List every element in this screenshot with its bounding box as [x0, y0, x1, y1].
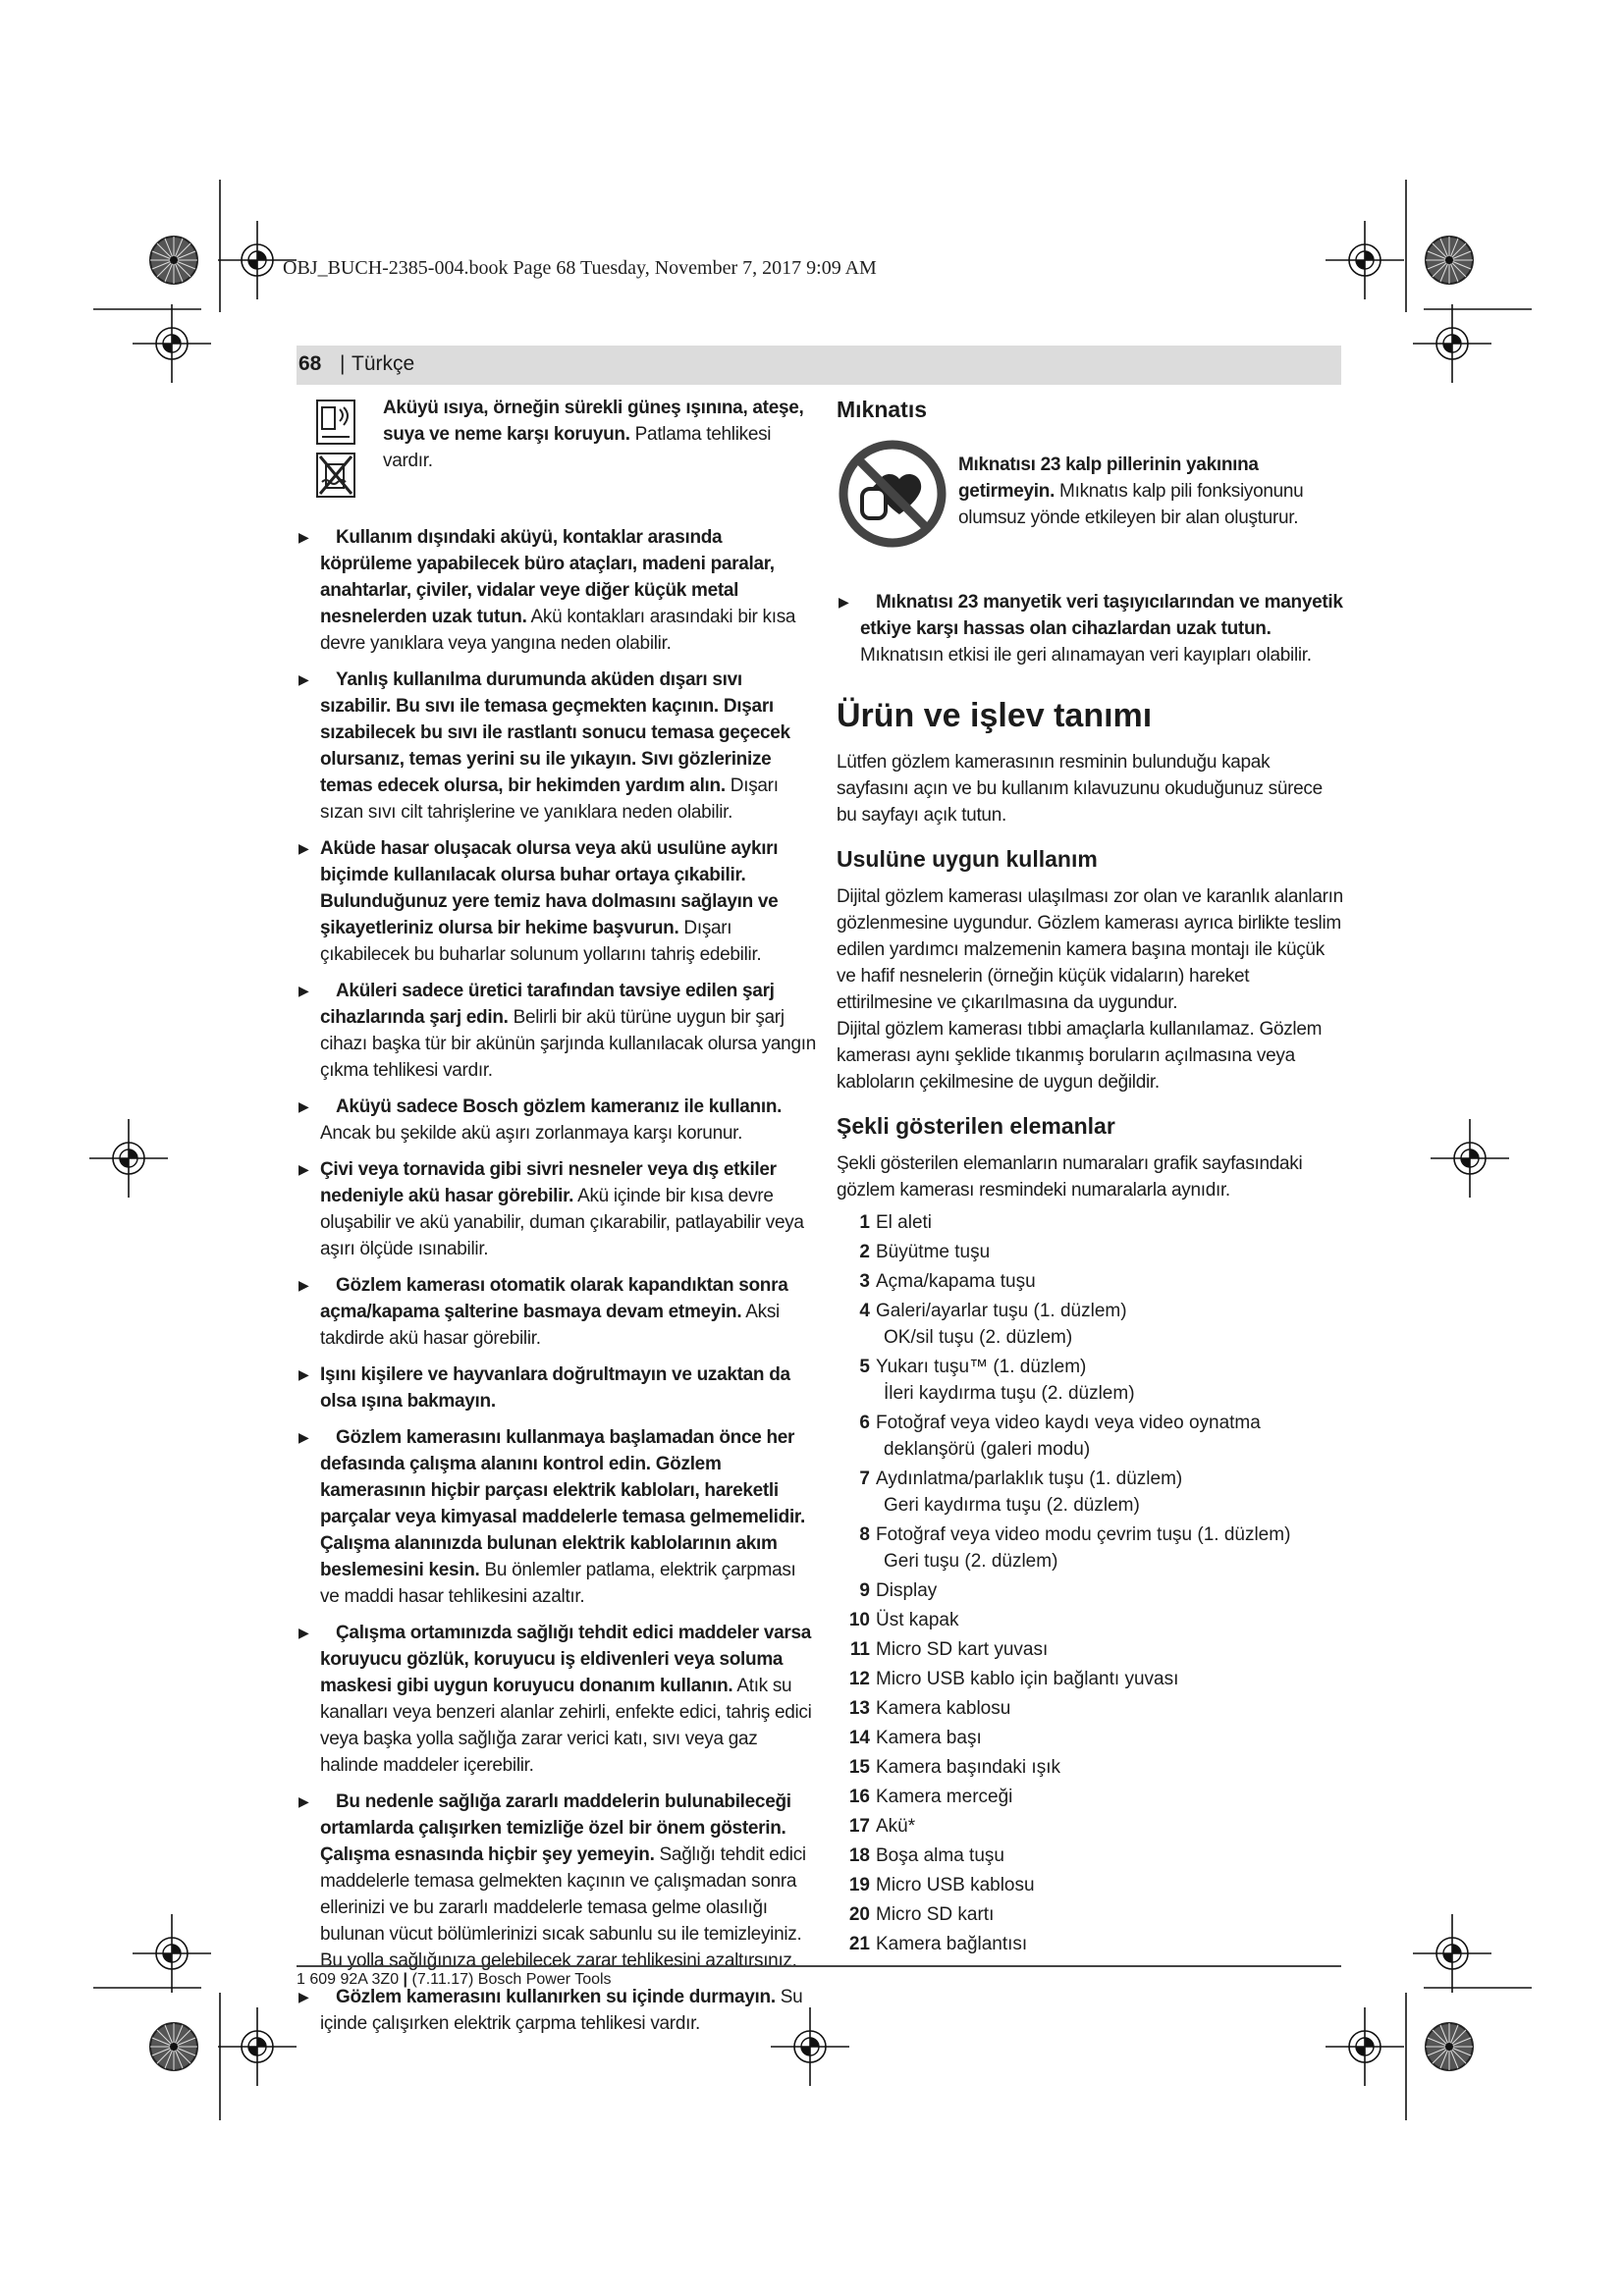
page-language: Türkçe: [352, 352, 415, 375]
list-item: 14 Kamera başı: [848, 1728, 982, 1748]
section-intro: Lütfen gözlem kamerasının resminin bulunduğu kapak sayfasını açın ve bu kullanım kılavuzunu okuduğunuz sürece bu sayfayı açık tutun.: [837, 752, 1323, 826]
battery-heat-warning-text: Aküyü ısıya, örneğin sürekli güneş ışınına, ateşe, suya ve neme karşı koruyun. Patlama tehlikesi vardır.: [383, 398, 804, 471]
safety-bullet: ▶ Gözlem kamerasını kullanmaya başlamadan önce her defasında çalışma alanını kontrol edin. Gözlem kamerasının hiçbir parçası elektrik kabloları, hareketli parçalar veya kimyasal maddelerle temasa gelmemelidir. Çalışma alanınızda bulunan elektrik kablolarının akım beslemesini kesin. Bu önlemler patlama, elektrik çarpması ve maddi hasar tehlikesini azaltır.: [297, 1424, 817, 1610]
magnet-warning-text: Mıknatısı 23 kalp pillerinin yakınına getirmeyin. Mıknatıs kalp pili fonksiyonunu olumsuz yönde etkileyen bir alan oluşturur.: [958, 454, 1304, 528]
components-list: [837, 1209, 1343, 1957]
safety-bullet: ▶ Gözlem kamerası otomatik olarak kapandıktan sonra açma/kapama şalterine basmaya devam etmeyin. Aksi takdirde akü hasar görebilir.: [297, 1272, 817, 1352]
list-item: 3 Açma/kapama tuşu: [859, 1271, 1036, 1292]
bullet-arrow-icon: ▶: [298, 840, 309, 856]
bullet-arrow-icon: ▶: [298, 1098, 309, 1114]
list-item: 9 Display: [859, 1580, 938, 1601]
safety-bullet: ▶ Bu nedenle sağlığa zararlı maddelerin bulunabileceği ortamlarda çalışırken temizliğe özel bir önem gösterin. Çalışma esnasında hiçbir şey yemeyin. Sağlığı tehdit edici maddelerle temasa gelmekten kaçının ve çalışmadan sonra ellerinizi ve bu zararlı maddelerle temasa gelme olasılığı bulunan vücut bölümlerinizi sıcak sabunlu su ile temizleyiniz. Bu yolla sağlığınıza gelebilecek zarar tehlikesini azaltırsınız.: [297, 1789, 817, 1974]
section-title: Ürün ve işlev tanımı: [837, 697, 1153, 734]
bullet-arrow-icon: ▶: [298, 1161, 309, 1177]
bullet-arrow-icon: ▶: [298, 529, 309, 545]
magnet-bullet: ▶ Mıknatısı 23 manyetik veri taşıyıcılarından ve manyetik etkiye karşı hassas olan cihazlardan uzak tutun. Mıknatısın etkisi ile geri alınamayan veri kayıpları olabilir.: [837, 589, 1343, 668]
footer-separator: |: [403, 1971, 408, 1988]
heat-sun-icon: [316, 400, 355, 445]
magnet-warning: [837, 434, 1343, 581]
list-item: 12 Micro USB kablo için bağlantı yuvası: [848, 1669, 1179, 1689]
footer-info: (7.11.17) Bosch Power Tools: [411, 1971, 612, 1988]
page-header-band: [297, 346, 1341, 385]
intended-use-text: Dijital gözlem kamerası ulaşılması zor olan ve karanlık alanların gözlenmesine uygundur. Gözlem kamerası ayrıca birlikte teslim edilen yardımcı malzemenin kamera başına montajı ile küçük ve hafif nesnelerin (örneğin küçük vidaların) hareket ettirilmesine ve çıkarılmasına da uygundur.: [837, 886, 1343, 1013]
safety-bullet: ▶ Aküde hasar oluşacak olursa veya akü usulüne aykırı biçimde kullanılacak olursa buhar ortaya çıkabilir. Bulunduğunuz yere temiz hava dolmasını sağlayın ve şikayetleriniz olursa bir hekime başvurun. Dışarı çıkabilecek bu buharlar solunum yollarını tahriş edebilir.: [297, 835, 817, 968]
page-number: 68: [298, 352, 322, 375]
list-item: 8 Fotoğraf veya video modu çevrim tuşu (1. düzlem) Geri tuşu (2. düzlem): [859, 1524, 1291, 1572]
safety-bullet: ▶ Çalışma ortamınızda sağlığı tehdit edici maddeler varsa koruyucu gözlük, koruyucu iş eldivenleri veya soluma maskesi gibi uygun koruyucu donanım kullanın. Atık su kanalları veya benzeri alanlar zehirli, enfekte edici, tahriş edici veya başka yolla sağlığa zarar verici katı, sıvı veya gaz halinde maddeler içerebilir.: [297, 1620, 817, 1779]
bullet-arrow-icon: ▶: [298, 1989, 309, 2004]
components-intro: Şekli gösterilen elemanların numaraları grafik sayfasındaki gözlem kamerası resmindeki numaralarla aynıdır.: [837, 1153, 1303, 1201]
no-pacemaker-icon: [839, 440, 947, 548]
list-item: 16 Kamera merceği: [848, 1787, 1013, 1807]
list-item: 15 Kamera başındaki ışık: [848, 1757, 1060, 1778]
bullet-arrow-icon: ▶: [298, 1277, 309, 1293]
page-footer: [297, 1971, 612, 1989]
list-item: 18 Boşa alma tuşu: [848, 1845, 1004, 1866]
bullet-arrow-icon: ▶: [298, 671, 309, 687]
list-item: 4 Galeri/ayarlar tuşu (1. düzlem) OK/sil tuşu (2. düzlem): [859, 1301, 1127, 1348]
list-item: 21 Kamera bağlantısı: [848, 1934, 1028, 1954]
footer-rule: [297, 1965, 1341, 1967]
safety-bullet: ▶ Gözlem kamerasını kullanırken su içinde durmayın. Su içinde çalışırken elektrik çarpma tehlikesi vardır.: [297, 1984, 817, 2037]
list-item: 17 Akü*: [848, 1816, 916, 1837]
list-item: 13 Kamera kablosu: [848, 1698, 1011, 1719]
list-item: 2 Büyütme tuşu: [859, 1242, 991, 1262]
bullet-arrow-icon: ▶: [298, 1366, 309, 1382]
page-separator: |: [340, 352, 346, 375]
no-water-icon: [316, 453, 355, 498]
safety-bullet: ▶ Işını kişilere ve hayvanlara doğrultmayın ve uzaktan da olsa ışına bakmayın.: [297, 1362, 817, 1415]
list-item: 20 Micro SD kartı: [848, 1904, 995, 1925]
safety-bullet: ▶ Çivi veya tornavida gibi sivri nesneler veya dış etkiler nedeniyle akü hasar görebilir. Akü içinde bir kısa devre oluşabilir ve akü yanabilir, duman çıkarabilir, patlayabilir veya aşırı ölçüde ısınabilir.: [297, 1156, 817, 1262]
bullet-arrow-icon: ▶: [298, 1429, 309, 1445]
intended-use-heading: Usulüne uygun kullanım: [837, 846, 1098, 872]
list-item: 19 Micro USB kablosu: [848, 1875, 1035, 1896]
bullet-arrow-icon: ▶: [298, 1793, 309, 1809]
components-heading: Şekli gösterilen elemanlar: [837, 1113, 1115, 1139]
footer-code: 1 609 92A 3Z0: [297, 1971, 400, 1988]
file-header: OBJ_BUCH-2385-004.book Page 68 Tuesday, November 7, 2017 9:09 AM: [283, 257, 877, 279]
magnet-heading: Mıknatıs: [837, 397, 928, 422]
safety-bullet: ▶ Yanlış kullanılma durumunda aküden dışarı sıvı sızabilir. Bu sıvı ile temasa geçmekten kaçının. Dışarı sızabilecek bu sıvı ile rastlantı sonucu temasa geçecek olursanız, temas yerini su ile yıkayın. Sıvı gözlerinize temas edecek olursa, bir hekimden yardım alın. Dışarı sızan sıvı cilt tahrişlerine ve yanıklara neden olabilir.: [297, 667, 817, 826]
safety-bullet: ▶ Aküyü sadece Bosch gözlem kameranız ile kullanın. Ancak bu şekilde akü aşırı zorlanmaya karşı korunur.: [297, 1094, 817, 1147]
intended-use-text: Dijital gözlem kamerası tıbbi amaçlarla kullanılamaz. Gözlem kamerası aynı şeklide tıkanmış boruların açılmasına veya kabloların çekilmesine de uygun değildir.: [837, 1019, 1323, 1093]
list-item: 1 El aleti: [859, 1212, 933, 1233]
safety-bullet: ▶ Aküleri sadece üretici tarafından tavsiye edilen şarj cihazlarında şarj edin. Belirli bir akü türüne uygun bir şarj cihazı başka tür bir akünün şarjında kullanılacak olursa yangın çıkma tehlikesi vardır.: [297, 978, 817, 1084]
right-column: [837, 395, 1343, 1960]
list-item: 7 Aydınlatma/parlaklık tuşu (1. düzlem) Geri kaydırma tuşu (2. düzlem): [859, 1468, 1183, 1516]
list-item: 11 Micro SD kart yuvası: [849, 1639, 1049, 1660]
bullet-arrow-icon: ▶: [839, 594, 849, 610]
bullet-arrow-icon: ▶: [298, 983, 309, 998]
left-column: [297, 395, 817, 2047]
battery-heat-warning: [297, 395, 817, 510]
bullet-arrow-icon: ▶: [298, 1625, 309, 1640]
list-item: 6 Fotoğraf veya video kaydı veya video oynatma deklanşörü (galeri modu): [859, 1413, 1261, 1460]
safety-bullet: ▶ Kullanım dışındaki aküyü, kontaklar arasında köprüleme yapabilecek büro ataçları, madeni paralar, anahtarlar, çiviler, vidalar veye diğer küçük metal nesnelerden uzak tutun. Akü kontakları arasındaki bir kısa devre yanıklara veya yangına neden olabilir.: [297, 524, 817, 657]
list-item: 10 Üst kapak: [848, 1610, 959, 1630]
list-item: 5 Yukarı tuşu™ (1. düzlem) İleri kaydırma tuşu (2. düzlem): [859, 1357, 1135, 1404]
